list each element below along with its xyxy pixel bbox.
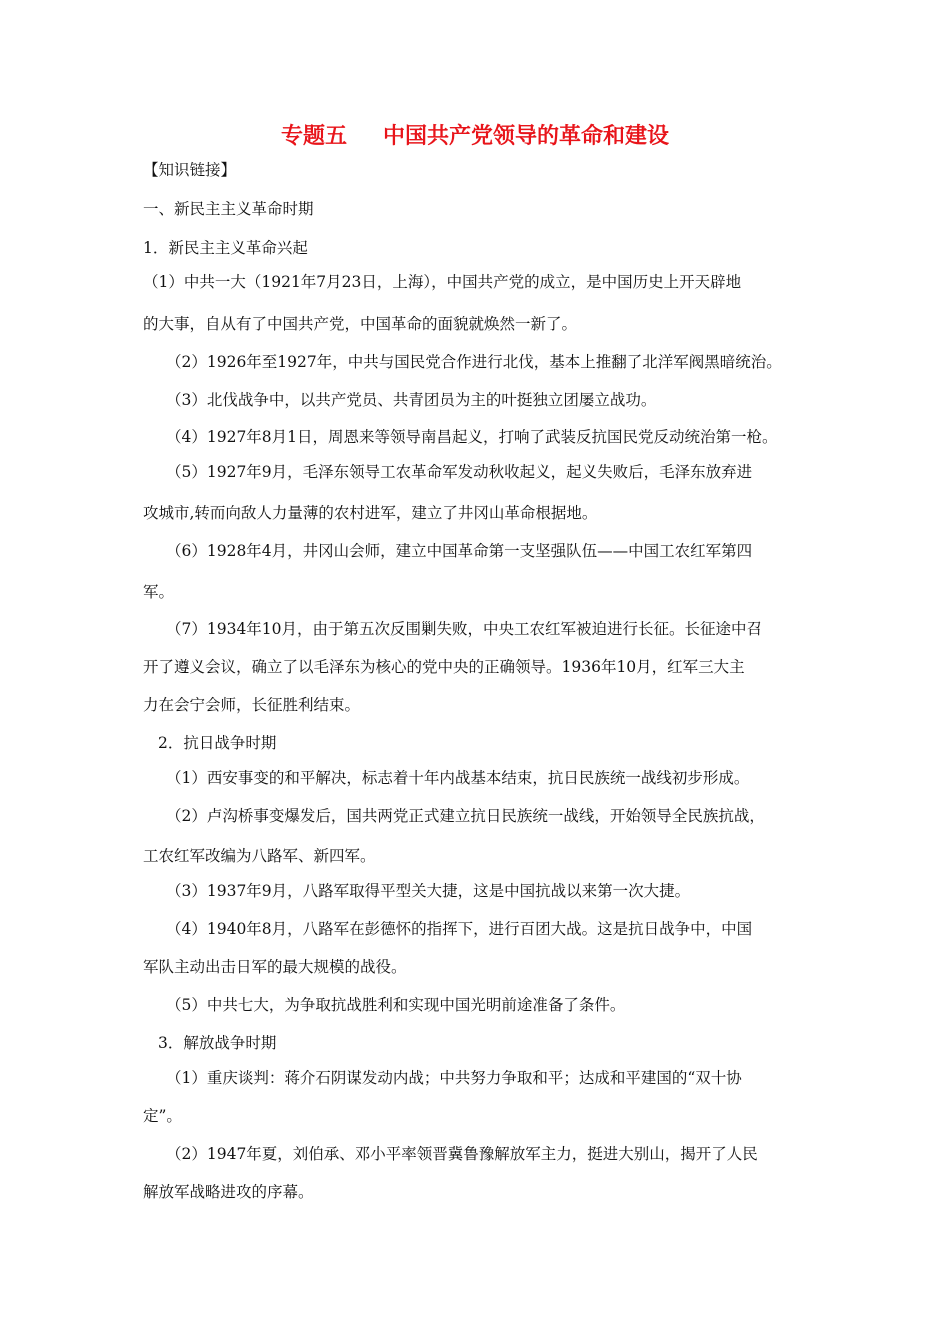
subheading-1: 1．新民主主义革命兴起	[143, 239, 308, 257]
title-topic-name: 中国共产党领导的革命和建设	[383, 124, 670, 149]
paragraph-line: （2）1926年至1927年，中共与国民党合作进行北伐，基本上推翻了北洋军阀黑暗统治。	[166, 353, 782, 371]
paragraph-line: （7）1934年10月，由于第五次反围剿失败，中央工农红军被迫进行长征。长征途中召	[166, 620, 763, 638]
paragraph-line: （1）重庆谈判：蒋介石阴谋发动内战；中共努力争取和平；达成和平建国的“双十协	[166, 1069, 742, 1087]
paragraph-line: 力在会宁会师，长征胜利结束。	[143, 696, 361, 714]
paragraph-line: （1）西安事变的和平解决，标志着十年内战基本结束，抗日民族统一战线初步形成。	[166, 769, 750, 787]
paragraph-line: 开了遵义会议，确立了以毛泽东为核心的党中央的正确领导。1936年10月，红军三大主	[143, 658, 745, 676]
paragraph-line: （4）1927年8月1日，周恩来等领导南昌起义，打响了武装反抗国民党反动统治第一枪。	[166, 428, 778, 446]
title-topic-number: 专题五	[280, 124, 347, 149]
paragraph-line: （2）卢沟桥事变爆发后，国共两党正式建立抗日民族统一战线，开始领导全民族抗战，	[166, 807, 765, 825]
subheading-2: 2．抗日战争时期	[158, 734, 277, 752]
paragraph-line: 工农红军改编为八路军、新四军。	[143, 847, 376, 865]
paragraph-line: （3）1937年9月，八路军取得平型关大捷，这是中国抗战以来第一次大捷。	[166, 882, 691, 900]
paragraph-line: 解放军战略进攻的序幕。	[143, 1183, 314, 1201]
paragraph-line: 定”。	[143, 1107, 182, 1125]
paragraph-line: （1）中共一大（1921年7月23日，上海），中国共产党的成立，是中国历史上开天辟地	[143, 273, 742, 291]
paragraph-line: （5）中共七大，为争取抗战胜利和实现中国光明前途准备了条件。	[166, 996, 626, 1014]
paragraph-line: （4）1940年8月，八路军在彭德怀的指挥下，进行百团大战。这是抗日战争中，中国	[166, 920, 753, 938]
paragraph-line: 军队主动出击日军的最大规模的战役。	[143, 958, 407, 976]
paragraph-line: （6）1928年4月，井冈山会师，建立中国革命第一支坚强队伍——中国工农红军第四	[166, 542, 753, 560]
page-title	[0, 122, 950, 152]
paragraph-line: （3）北伐战争中，以共产党员、共青团员为主的叶挺独立团屡立战功。	[166, 391, 657, 409]
paragraph-line: 军。	[143, 583, 175, 601]
section-tag-knowledge-link: 【知识链接】	[143, 161, 237, 179]
paragraph-line: （5）1927年9月，毛泽东领导工农革命军发动秋收起义，起义失败后，毛泽东放弃进	[166, 463, 753, 481]
heading-new-democratic-revolution: 一、新民主主义革命时期	[143, 200, 314, 218]
subheading-3: 3．解放战争时期	[158, 1034, 277, 1052]
paragraph-line: 攻城市,转而向敌人力量薄的农村进军，建立了井冈山革命根据地。	[143, 504, 598, 522]
paragraph-line: （2）1947年夏，刘伯承、邓小平率领晋冀鲁豫解放军主力，挺进大别山，揭开了人民	[166, 1145, 758, 1163]
paragraph-line: 的大事，自从有了中国共产党，中国革命的面貌就焕然一新了。	[143, 315, 578, 333]
